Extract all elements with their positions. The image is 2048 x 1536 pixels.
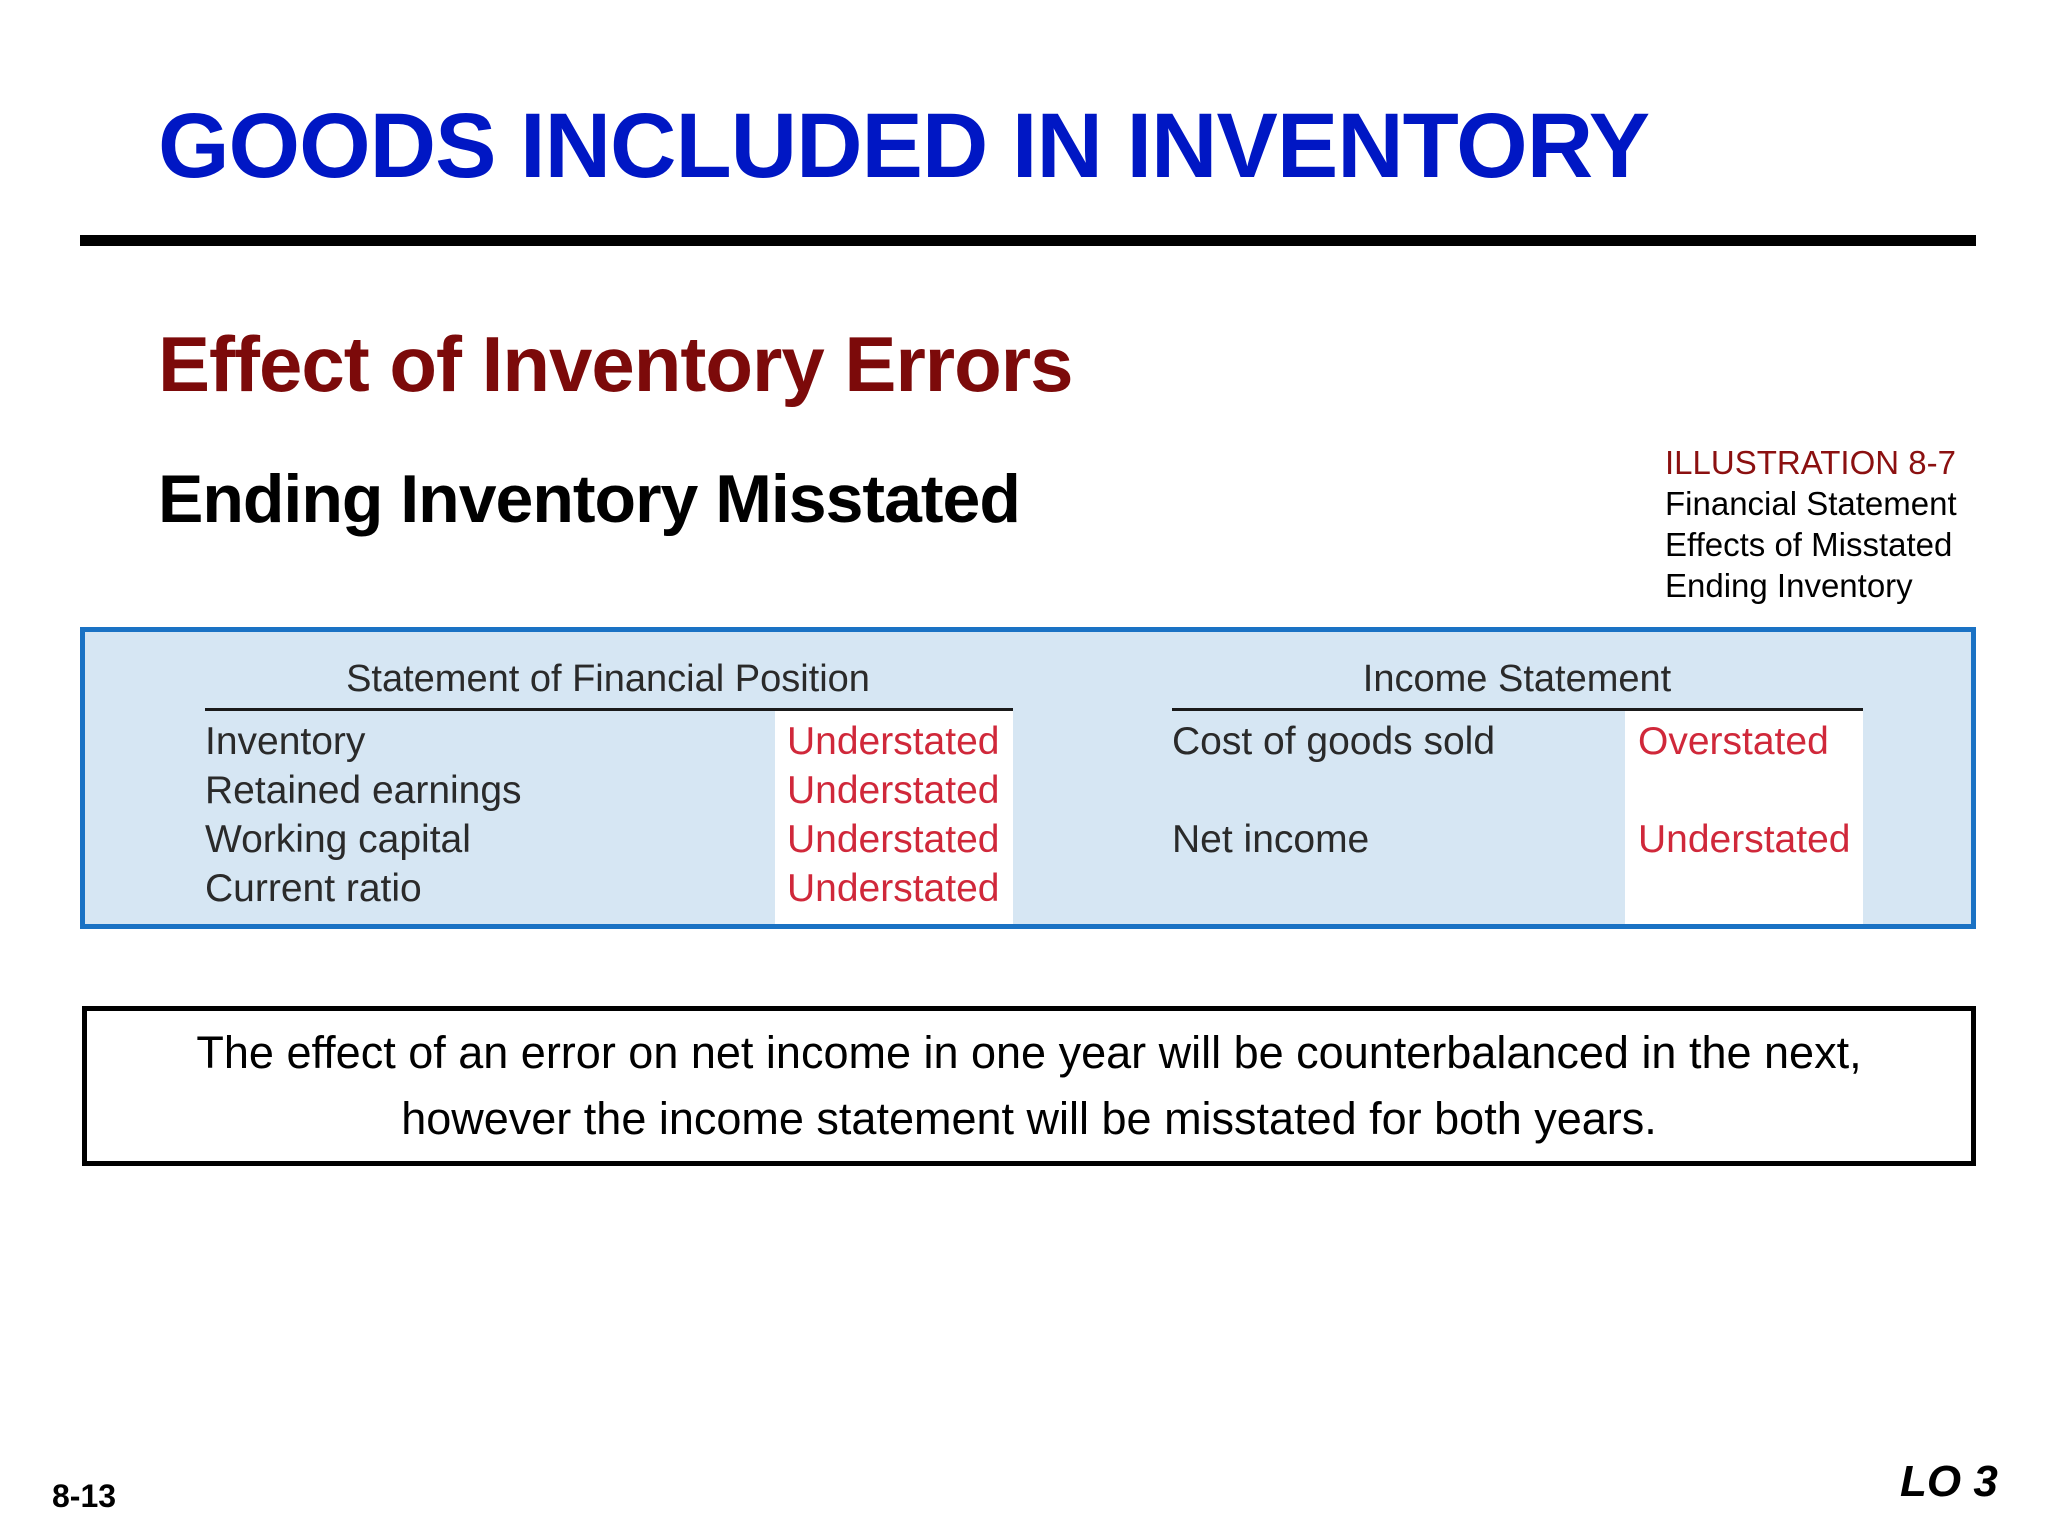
illustration-caption [1665, 442, 1957, 606]
row-label-retained-earnings: Retained earnings [205, 769, 522, 812]
row-value-current-ratio: Understated [787, 867, 1000, 910]
title-divider [80, 235, 1976, 246]
illustration-caption-line: Ending Inventory [1665, 567, 1913, 604]
note-line: The effect of an error on net income in one year will be counterbalanced in the next, [196, 1027, 1862, 1078]
financial-position-header-rule [205, 708, 1013, 711]
row-label-cost-of-goods-sold: Cost of goods sold [1172, 720, 1496, 763]
row-value-retained-earnings: Understated [787, 769, 1000, 812]
slide-title: GOODS INCLUDED IN INVENTORY [158, 95, 1650, 197]
row-value-inventory: Understated [787, 720, 1000, 763]
page-number: 8-13 [52, 1478, 117, 1514]
row-label-current-ratio: Current ratio [205, 867, 422, 910]
financial-position-header: Statement of Financial Position [346, 658, 870, 700]
row-value-cost-of-goods-sold: Overstated [1638, 720, 1829, 763]
income-statement-header: Income Statement [1362, 658, 1672, 700]
effects-table [80, 627, 1976, 929]
illustration-caption-line: Financial Statement [1665, 485, 1957, 522]
row-label-working-capital: Working capital [205, 818, 471, 861]
note-line: however the income statement will be misstated for both years. [401, 1093, 1657, 1144]
income-statement-header-rule [1172, 708, 1863, 711]
subtitle: Ending Inventory Misstated [158, 461, 1020, 537]
counterbalance-note [82, 1006, 1976, 1166]
row-value-net-income: Understated [1638, 818, 1851, 861]
learning-objective-tag: LO 3 [1900, 1457, 1998, 1506]
illustration-number: ILLUSTRATION 8-7 [1665, 444, 1956, 481]
section-title: Effect of Inventory Errors [158, 320, 1073, 408]
row-value-working-capital: Understated [787, 818, 1000, 861]
row-label-inventory: Inventory [205, 720, 366, 763]
illustration-caption-line: Effects of Misstated [1665, 526, 1953, 563]
row-label-net-income: Net income [1172, 818, 1370, 861]
